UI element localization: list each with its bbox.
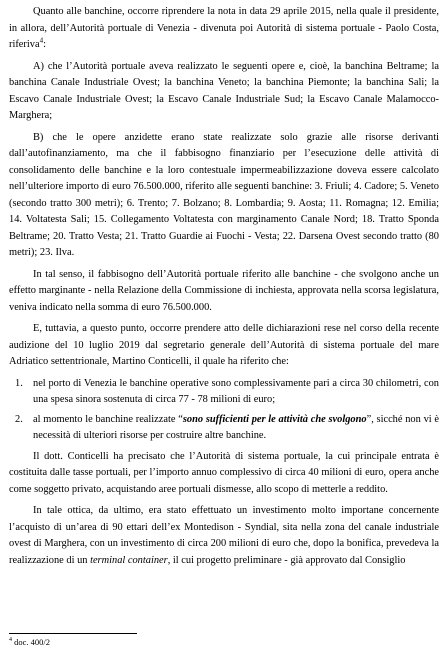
intro-text: Quanto alle banchine, occorre riprendere la nota in data 29 aprile 2015, nella quale il presidente, in allora, dell’Autorità portuale di Venezia - divenuta poi Autorità di sistema portuale - Paolo Costa, riferiva	[9, 6, 439, 50]
conticelli-paragraph: Il dott. Conticelli ha precisato che l’Autorità di sistema portuale, la cui principale entrata è costituita dalle tasse portuali, per l’importo annuo complessivo di circa 40 milioni di euro, opera anche come soggetto privato, acquistando aree portuali dismesse, allo scopo di metterle a reddito.	[9, 450, 439, 495]
statements-list	[9, 376, 439, 445]
intro-colon: :	[43, 39, 46, 50]
document-page	[9, 4, 439, 574]
list-item-text-post: ”, sicché non vi è necessità di ulteriori risorse per costruire altre banchine.	[33, 413, 440, 441]
point-b-paragraph: B) che le opere anzidette erano state realizzate solo grazie alle risorse derivanti dall’autofinanziamento, ma che il fabbisogno finanziario per l’esecuzione delle attività di consolidamento delle banchine e la loro contestuale impermeabilizzazione doveva essere calcolato nell’ulteriore importo di euro 76.500.000, riferito alle seguenti banchine: 3. Friuli; 4. Cadore; 5. Veneto (secondo tratto 300 metri); 6. Trento; 7. Bolzano; 8. Lombardia; 9. Aosta; 11. Romagna; 12. Emilia; 14. Voltatesta Sali; 15. Collegamento Voltatesta con marginamento Canale Nord; 18. Tratto Sponda Beltrame; 20. Tratto Vesta; 21. Tratto Guardie ai Fuochi - Vesta; 22. Darsena Ovest secondo tratto (80 metri); 23. Ilva.	[9, 131, 439, 258]
list-item-text: nel porto di Venezia le banchine operative sono complessivamente pari a circa 30 chilometri, con una spesa sinora sostenuta di circa 77 - 78 milioni di euro;	[33, 377, 439, 405]
list-item-quote: sono sufficienti per le attività che svolgono	[182, 413, 367, 425]
investment-text: In tale ottica, da ultimo, era stato effettuato un investimento molto importane concernente l’acquisto di un’area di 90 ettari dell’ex Montedison - Syndial, sita nella zona del canale industriale ovest di Marghera, con un investimento di circa 200 milioni di euro che, dopo la bonifica, prevedeva la realizzazione di un	[9, 505, 439, 566]
footnote	[9, 637, 50, 647]
footnote-ref[interactable]: 4	[39, 36, 44, 45]
list-item	[9, 412, 439, 445]
investment-paragraph	[9, 503, 439, 569]
terminal-container-term: terminal container	[90, 554, 168, 566]
investment-text-end: , il cui progetto preliminare - già approvato dal Consiglio	[167, 554, 406, 566]
list-item-text-pre: al momento le banchine realizzate “	[33, 413, 183, 425]
footnote-text: doc. 400/2	[12, 637, 51, 647]
fabbisogno-paragraph: In tal senso, il fabbisogno dell’Autorità portuale riferito alle banchine - che svolgono anche un effetto marginante - nella Relazione della Commissione di inchiesta, approvata nella scorsa legislatura, veniva indicato nella somma di euro 76.500.000.	[9, 268, 439, 313]
footnote-number: 4	[9, 637, 12, 644]
list-item-number: 2.	[15, 413, 23, 425]
list-item-number: 1.	[15, 377, 23, 389]
intro-paragraph	[9, 4, 439, 54]
point-a-paragraph: A) che l’Autorità portuale aveva realizzato le seguenti opere e, cioè, la banchina Beltrame; la banchina Canale Industriale Ovest; la banchina Veneto; la banchina Piemonte; la banchina Sali; la Escavo Canale Industriale Ovest; la Escavo Canale Industriale Sud; la Escavo Canale Malamocco-Marghera;	[9, 60, 439, 121]
footnote-divider	[9, 633, 137, 634]
list-item	[9, 376, 439, 409]
audizione-paragraph: E, tuttavia, a questo punto, occorre prendere atto delle dichiarazioni rese nel corso della recente audizione del 10 luglio 2019 dal segretario generale dell’Autorità di sistema portuale del mare Adriatico settentrionale, Martino Conticelli, il quale ha riferito che:	[9, 323, 439, 367]
